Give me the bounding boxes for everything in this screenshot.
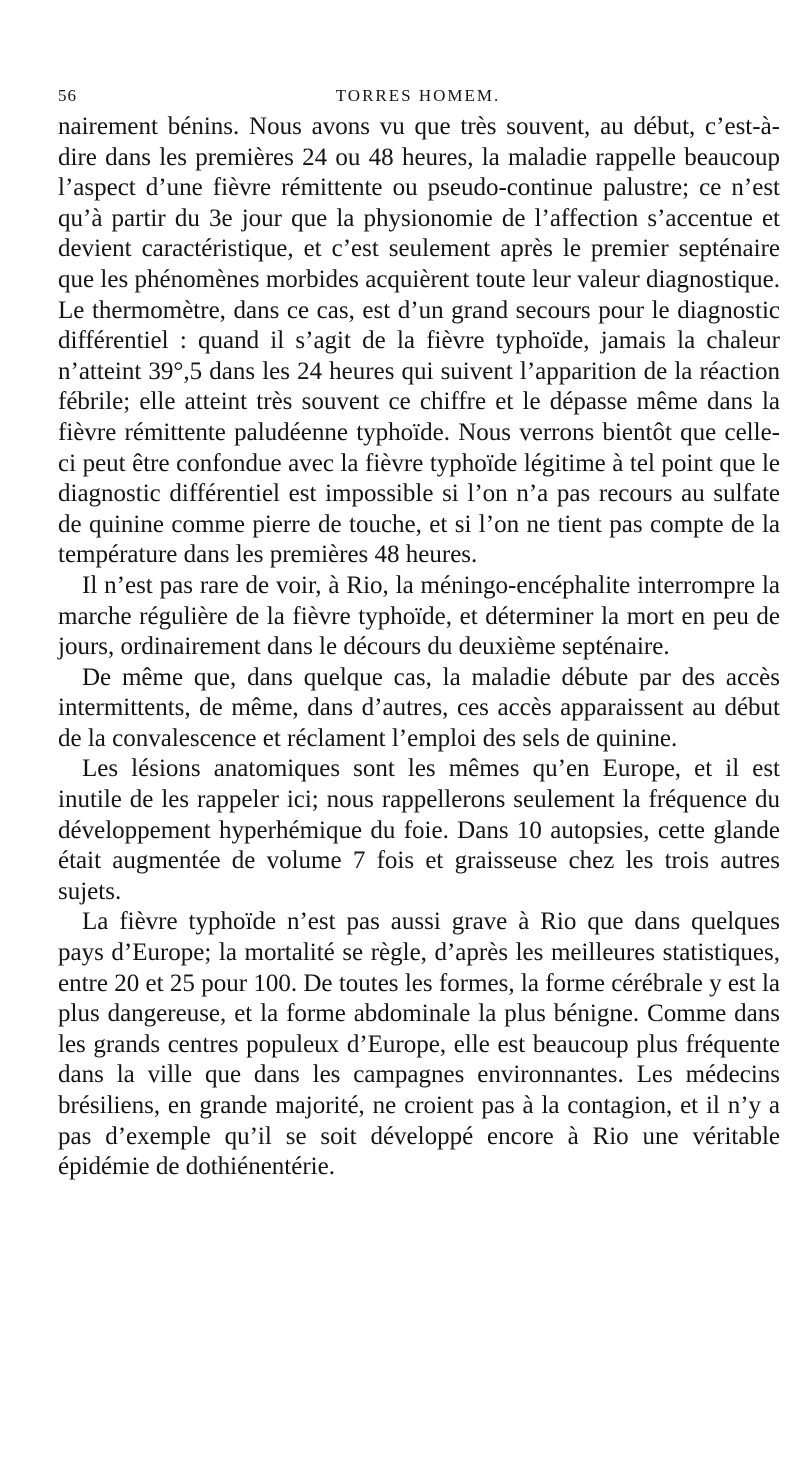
paragraph-acces-intermittents: De même que, dans quelque cas, la maladie débute par des accès intermittents, de même, dans d’autres, ces accès apparaissent au début de la convalescence et réclament l’emploi des sels de quinine.	[58, 663, 780, 752]
running-head	[58, 86, 778, 110]
paragraph-lesions-anatomiques: Les lésions anatomiques sont les mêmes qu’en Europe, et il est inutile de les rappeler ici; nous rappellerons seulement la fréquence du développement hyperhémique du foie. Dans 10 autopsies, cette glande était augmentée de volume 7 fois et graisseuse chez les trois autres sujets.	[58, 755, 780, 905]
paragraph-meningo-encephalite: Il n’est pas rare de voir, à Rio, la méningo-encéphalite interrompre la marche régulière de la fièvre typhoïde, et déterminer la mort en peu de jours, ordinairement dans le décours du deuxième septénaire.	[58, 571, 780, 661]
running-title: TORRES HOMEM.	[335, 86, 501, 105]
paragraph-continued: nairement bénins. Nous avons vu que très souvent, au début, c’est-à-dire dans les premières 24 ou 48 heures, la maladie rappelle beaucoup l’aspect d’une fièvre rémittente ou pseudo-continue palustre; ce n’est qu’à partir du 3e jour que la physionomie de l’affection s’accentue et devient caractéristique, et c’est seulement après le premier septénaire que les phénomènes morbides acquièrent toute leur valeur diagnostique. Le thermomètre, dans ce cas, est d’un grand secours pour le diagnostic différentiel : quand il s’agit de la fièvre typhoïde, jamais la chaleur n’atteint 39°,5 dans les 24 heures qui suivent l’apparition de la réaction fébrile; elle atteint très souvent ce chiffre et le dépasse même dans la fièvre rémittente paludéenne typhoïde. Nous verrons bientôt que celle-ci peut être confondue avec la fièvre typhoïde légitime à tel point que le diagnostic différentiel est impossible si l’on n’a pas recours au sulfate de quinine comme pierre de touche, et si l’on ne tient pas compte de la température dans les premières 48 heures.	[58, 113, 780, 569]
body-text	[58, 112, 780, 1183]
paragraph-mortalite: La fièvre typhoïde n’est pas aussi grave à Rio que dans quelques pays d’Europe; la mortalité se règle, d’après les meilleures statistiques, entre 20 et 25 pour 100. De toutes les formes, la forme cérébrale y est la plus dangereuse, et la forme abdominale la plus bénigne. Comme dans les grands centres populeux d’Europe, elle est beaucoup plus fréquente dans la ville que dans les campagnes environnantes. Les médecins brésiliens, en grande majorité, ne croient pas à la contagion, et il n’y a pas d’exemple qu’il se soit développé encore à Rio une véritable épidémie de dothiénentérie.	[58, 908, 780, 1181]
page-number: 56	[58, 86, 77, 105]
